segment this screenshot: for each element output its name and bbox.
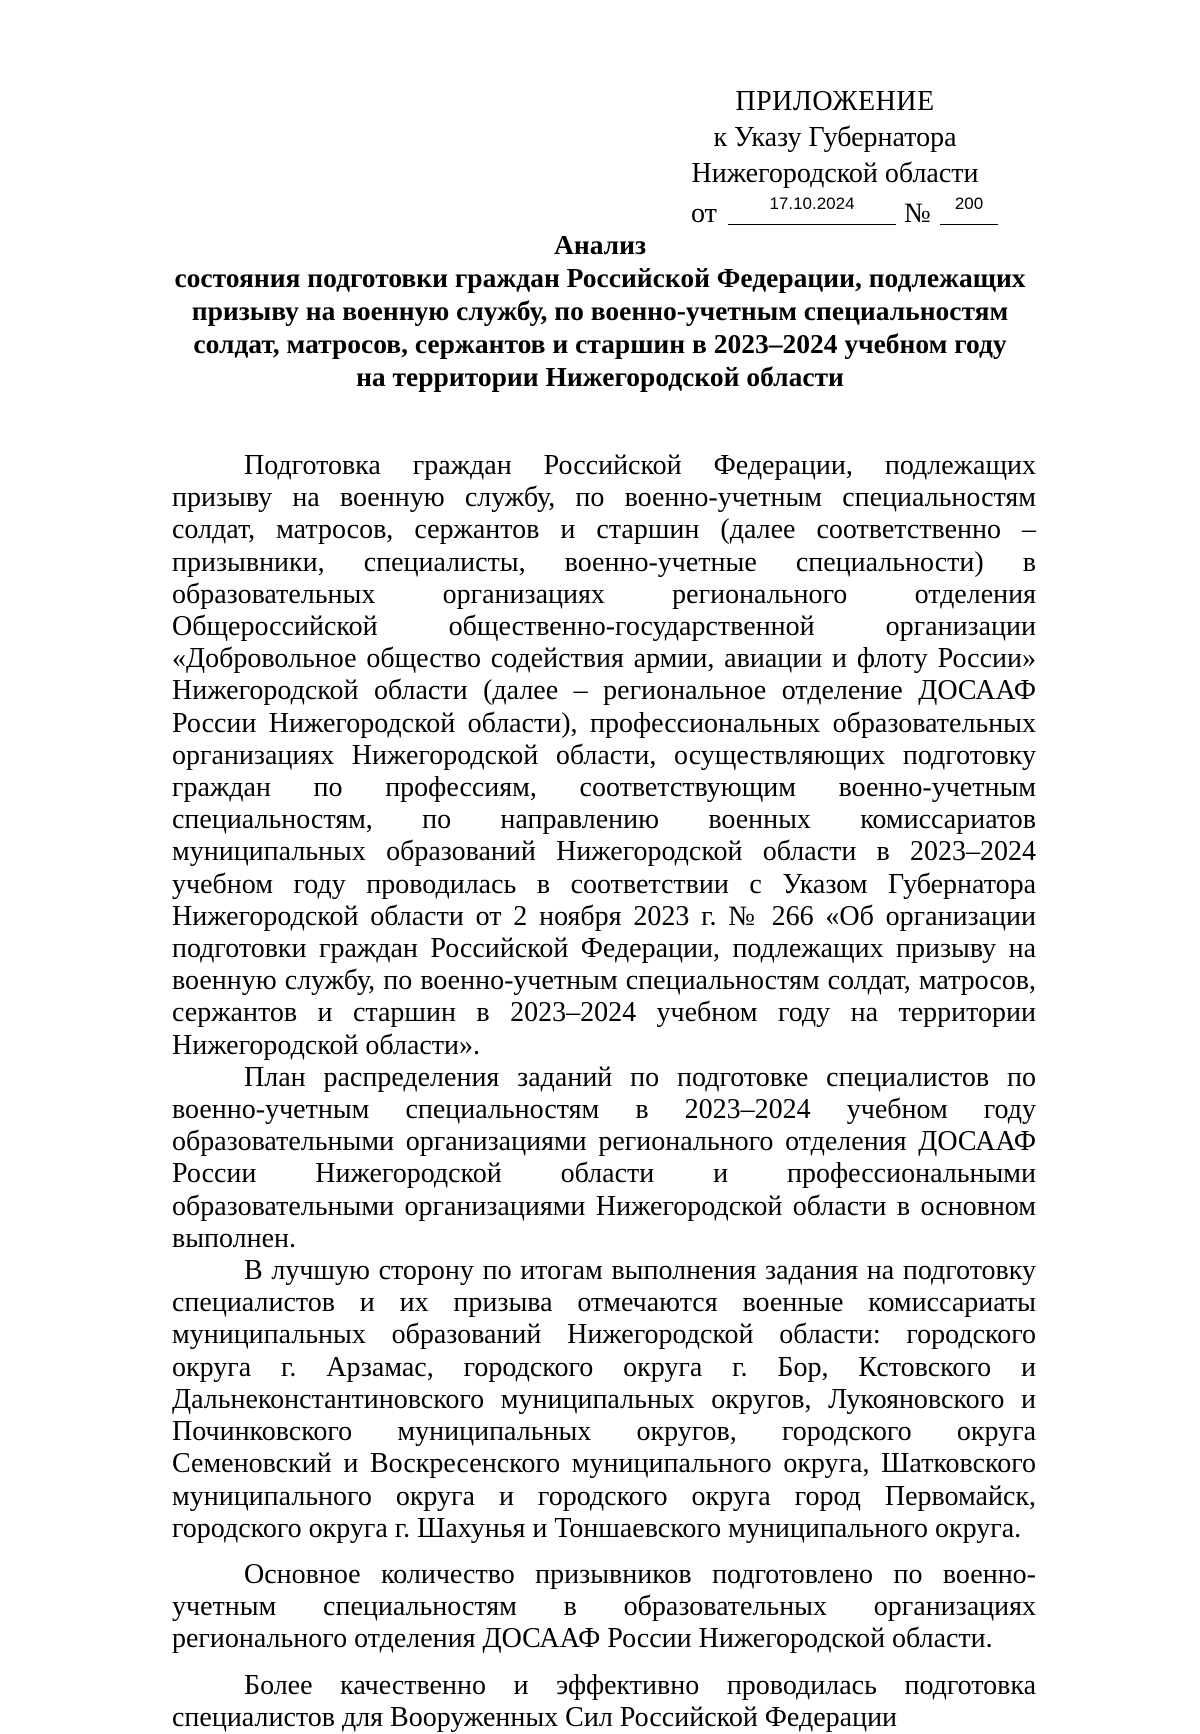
paragraph: Более качественно и эффективно проводилась подготовка специалистов для Вооруженных Сил Российской Федерации <box>172 1669 1036 1733</box>
paragraph: Основное количество призывников подготовлено по военно-учетным специальностям в образовательных организациях регионального отделения ДОСААФ России Нижегородской области. <box>172 1558 1036 1655</box>
decree-date: 17.10.2024 <box>728 192 896 225</box>
title-line-1: состояния подготовки граждан Российской Федерации, подлежащих <box>174 262 1026 293</box>
appendix-heading: ПРИЛОЖЕНИЕ <box>735 86 935 117</box>
paragraph: План распределения заданий по подготовке специалистов по военно-учетным специальностям в 2023–2024 учебном году образовательными организациями регионального отделения ДОСААФ России Нижегородской области и профессиональными образовательными организациями Нижегородской области в основном выполнен. <box>172 1061 1036 1254</box>
document-title <box>160 228 1040 393</box>
title-line-3: солдат, матросов, сержантов и старшин в 2023–2024 учебном году <box>193 328 1007 359</box>
appendix-header <box>690 84 990 228</box>
number-sign: № <box>904 198 931 229</box>
title-line-2: призыву на военную службу, по военно-учетным специальностям <box>191 295 1009 326</box>
title-line-4: на территории Нижегородской области <box>356 361 844 392</box>
date-prefix: от <box>691 198 717 229</box>
appendix-date-row <box>690 192 990 228</box>
decree-number: 200 <box>940 192 998 225</box>
paragraph: В лучшую сторону по итогам выполнения задания на подготовку специалистов и их призыва отмечаются военные комиссариаты муниципальных образований Нижегородской области: городского округа г. Арзамас, городского округа г. Бор, Кстовского и Дальнеконстантиновского муниципальных округов, Лукояновского и Починковского муниципальных округов, городского округа Семеновский и Воскресенского муниципального округа, Шатковского муниципального округа и городского округа город Первомайск, городского округа г. Шахунья и Тоншаевского муниципального округа. <box>172 1255 1036 1544</box>
appendix-decree-line: к Указу Губернатора <box>713 122 957 153</box>
paragraph: Подготовка граждан Российской Федерации, подлежащих призыву на военную службу, по военно-учетным специальностям солдат, матросов, сержантов и старшин (далее соответственно – призывники, специалисты, военно-учетные специальности) в образовательных организациях регионального отделения Общероссийской общественно-государственной организации «Добровольное общество содействия армии, авиации и флоту России» Нижегородской области (далее – региональное отделение ДОСААФ России Нижегородской области), профессиональных образовательных организациях Нижегородской области, осуществляющих подготовку граждан по профессиям, соответствующим военно-учетным специальностям, по направлению военных комиссариатов муниципальных образований Нижегородской области в 2023–2024 учебном году проводилась в соответствии с Указом Губернатора Нижегородской области от 2 ноября 2023 г. № 266 «Об организации подготовки граждан Российской Федерации, подлежащих призыву на военную службу, по военно-учетным специальностям солдат, матросов, сержантов и старшин в 2023–2024 учебном году на территории Нижегородской области». <box>172 450 1036 1061</box>
appendix-region-line: Нижегородской области <box>691 158 979 189</box>
document-body <box>172 450 1036 1734</box>
title-main: Анализ <box>553 229 647 260</box>
